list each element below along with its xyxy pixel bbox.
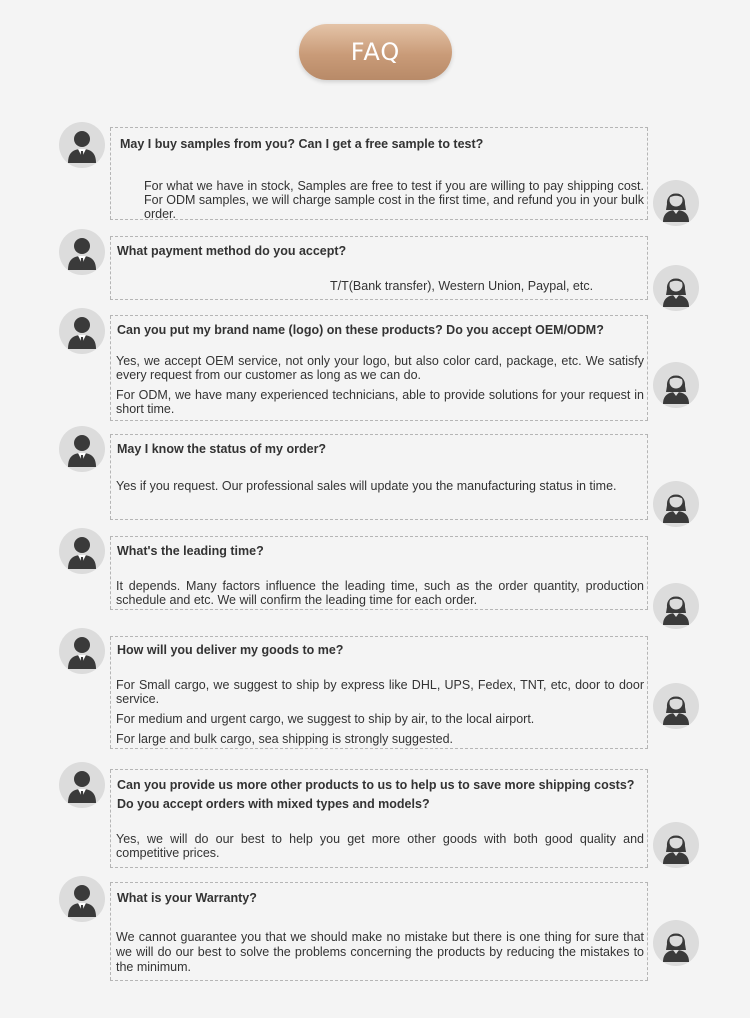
male-user-icon (59, 426, 105, 472)
male-user-icon (59, 122, 105, 168)
faq-question: Can you put my brand name (logo) on these products? Do you accept OEM/ODM? (117, 323, 604, 337)
faq-item (110, 127, 648, 220)
male-user-icon (59, 628, 105, 674)
faq-answer: Yes, we will do our best to help you get more other goods with both good quality and competitive prices. (116, 832, 644, 860)
faq-question: How will you deliver my goods to me? (117, 643, 344, 657)
faq-item (110, 636, 648, 749)
faq-item (110, 769, 648, 868)
faq-answer: We cannot guarantee you that we should make no mistake but there is one thing for sure that we will do our best to solve the problems concerning the products by reducing the mistakes to the minimum. (116, 930, 644, 974)
faq-item (110, 315, 648, 421)
page-title: FAQ (350, 38, 401, 66)
female-support-icon (653, 362, 699, 408)
female-support-icon (653, 481, 699, 527)
faq-question: May I know the status of my order? (117, 442, 327, 456)
male-user-icon (59, 528, 105, 574)
faq-item (110, 236, 648, 300)
faq-question: Can you provide us more other products to us to help us to save more shipping costs? Do you accept orders with mixed types and models? (117, 778, 635, 811)
faq-question: What is your Warranty? (117, 891, 257, 905)
faq-answer: For large and bulk cargo, sea shipping is strongly suggested. (116, 732, 453, 746)
faq-answer: T/T(Bank transfer), Western Union, Paypal, etc. (330, 279, 594, 293)
faq-answer: For ODM, we have many experienced technicians, able to provide solutions for your request in short time. (116, 388, 644, 416)
faq-item (110, 536, 648, 610)
faq-answer: It depends. Many factors influence the leading time, such as the order quantity, production schedule and etc. We will confirm the leading time for each order. (116, 579, 644, 607)
faq-banner (299, 24, 452, 80)
faq-item (110, 882, 648, 981)
faq-question: May I buy samples from you? Can I get a free sample to test? (120, 137, 484, 151)
faq-answer: For what we have in stock, Samples are free to test if you are willing to pay shipping cost. For ODM samples, we will charge sample cost in the first time, and refund you in your bulk order. (144, 179, 644, 221)
female-support-icon (653, 822, 699, 868)
male-user-icon (59, 308, 105, 354)
male-user-icon (59, 876, 105, 922)
female-support-icon (653, 683, 699, 729)
faq-answer: For Small cargo, we suggest to ship by express like DHL, UPS, Fedex, TNT, etc, door to door service. (116, 678, 644, 706)
faq-answer: Yes, we accept OEM service, not only your logo, but also color card, package, etc. We satisfy every request from our customer as long as we can do. (116, 354, 644, 382)
faq-answer: Yes if you request. Our professional sales will update you the manufacturing status in time. (116, 479, 617, 493)
male-user-icon (59, 762, 105, 808)
female-support-icon (653, 180, 699, 226)
faq-question: What's the leading time? (117, 544, 264, 558)
faq-question: What payment method do you accept? (117, 244, 347, 258)
faq-item (110, 434, 648, 520)
female-support-icon (653, 920, 699, 966)
female-support-icon (653, 265, 699, 311)
faq-answer: For medium and urgent cargo, we suggest to ship by air, to the local airport. (116, 712, 535, 726)
female-support-icon (653, 583, 699, 629)
male-user-icon (59, 229, 105, 275)
